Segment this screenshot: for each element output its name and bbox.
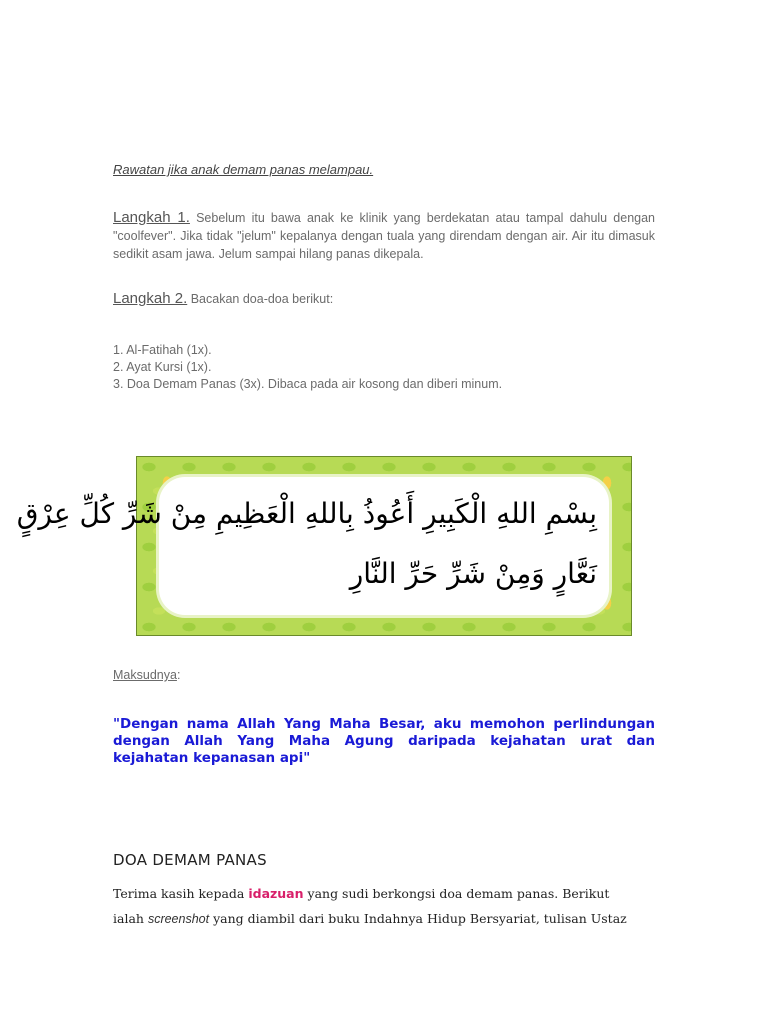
document-title: Rawatan jika anak demam panas melampau. (113, 162, 374, 177)
list-item: 3. Doa Demam Panas (3x). Dibaca pada air kosong dan diberi minum. (113, 377, 503, 391)
meaning-label-colon: : (176, 668, 181, 682)
meaning-label-text: Maksudnya (113, 668, 177, 682)
body-line-1 (113, 886, 673, 901)
body-line-2 (113, 911, 673, 926)
body-line-1-post: yang sudi berkongsi doa demam panas. Berikut (303, 886, 610, 901)
list-item: 2. Ayat Kursi (1x). (113, 360, 212, 374)
prayer-list (113, 342, 502, 393)
meaning-label (113, 668, 180, 682)
step-1-text: Sebelum itu bawa anak ke klinik yang berdekatan atau tampal dahulu dengan "coolfever". Jika tidak "jelum" kepalanya dengan tuala yang direndam dengan air. Air itu dimasuk sedikit asam jawa. Jelum sampai hilang panas dikepala. (113, 211, 655, 261)
step-1-label: Langkah 1. (113, 209, 190, 226)
translation-text: "Dengan nama Allah Yang Maha Besar, aku memohon perlindungan dengan Allah Yang Maha Agung daripada kejahatan urat dan kejahatan kepanasan api" (113, 716, 655, 766)
list-item: 1. Al-Fatihah (1x). (113, 343, 212, 357)
author-link[interactable]: idazuan (248, 886, 304, 901)
screenshot-emphasis: screenshot (147, 912, 210, 926)
step-1 (113, 209, 655, 263)
body-line-2-pre: ialah (113, 911, 148, 926)
step-2-label: Langkah 2. (113, 290, 188, 307)
body-line-1-pre: Terima kasih kepada (113, 886, 249, 901)
body-line-2-post: yang diambil dari buku Indahnya Hidup Bersyariat, tulisan Ustaz (209, 911, 627, 926)
arabic-line-1: بِسْمِ اللهِ الْكَبِيرِ أَعُوذُ بِاللهِ الْعَظِيمِ مِنْ شَرِّ كُلِّ عِرْقٍ (16, 497, 597, 530)
step-2 (113, 290, 655, 308)
section-heading: DOA DEMAM PANAS (113, 851, 267, 869)
step-2-text: Bacakan doa-doa berikut: (190, 292, 334, 306)
doa-image (16, 456, 632, 636)
arabic-line-2: نَعَّارٍ وَمِنْ شَرِّ حَرِّ النَّارِ (349, 557, 597, 590)
